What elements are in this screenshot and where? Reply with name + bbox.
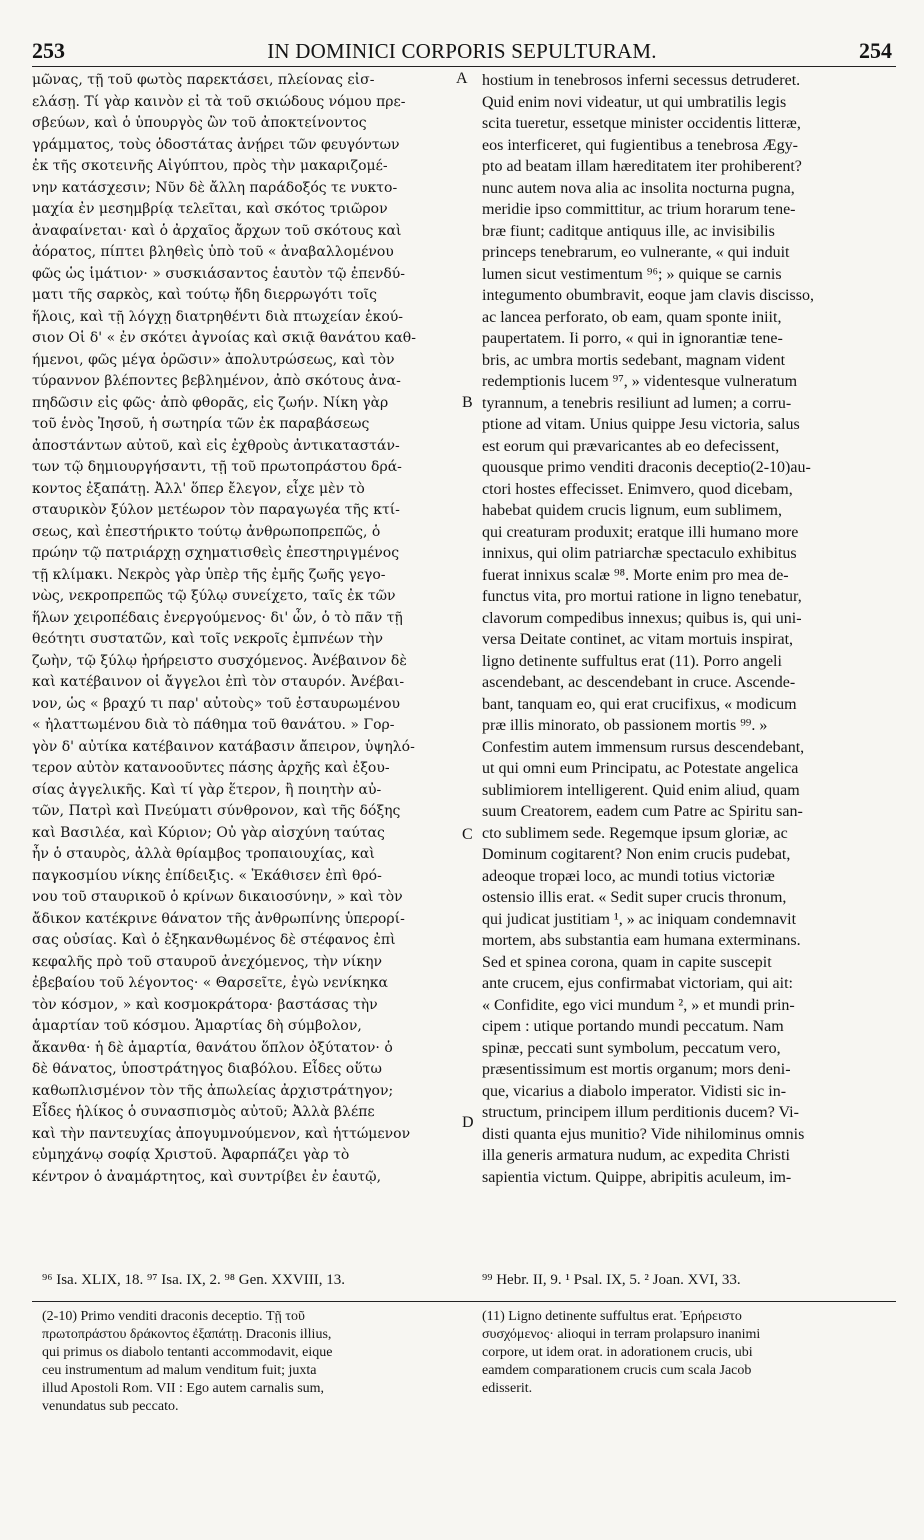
text-line: κοντος ἐξαπάτῃ. Ἀλλ' ὅπερ ἔλεγον, εἶχε μὲν τὸ bbox=[32, 480, 365, 497]
latin-column bbox=[482, 70, 894, 1188]
text-line: versa Deitate continet, ac vitam mortuis inspirat, bbox=[482, 631, 794, 648]
text-line: ἐκ τῆς σκοτεινῆς Αἰγύπτου, πρὸς τὴν μακαριζομέ- bbox=[32, 158, 388, 174]
text-line: σταυρικὸν ξύλον μετέωρον τὸν παραγωγέα τῆς κτί- bbox=[32, 502, 400, 518]
text-line: bris, ac umbra mortis sedebant, magnam vident bbox=[482, 351, 786, 369]
text-line: eamdem comparationem crucis cum scala Jacob bbox=[482, 1363, 752, 1378]
text-line: « ἠλαττωμένου διὰ τὸ πάθημα τοῦ θανάτου. » Γορ- bbox=[32, 717, 395, 733]
text-line: ἥλοις, καὶ τῇ λόγχῃ διατρηθέντι διὰ πτωχείαν ἑκού- bbox=[32, 308, 404, 325]
text-line: que, vicarius a diabolo imperator. Vidisti sic in- bbox=[482, 1082, 787, 1100]
text-line: φῶς ὡς ἱμάτιον· » συσκιάσαντος ἑαυτὸν τῷ ἐπενδύ- bbox=[32, 265, 406, 282]
text-line: venundatus sub peccato. bbox=[42, 1399, 179, 1414]
text-line: τύραννον βλέποντες βεβλημένον, ἀπὸ σκότους ἀνα- bbox=[32, 373, 401, 389]
page-number-left: 253 bbox=[32, 38, 65, 63]
text-line: nunc autem nova alia ac insolita nocturna pugna, bbox=[482, 179, 795, 197]
text-line: eos interficeret, qui fugientibus a tenebrosa Ægy- bbox=[482, 136, 798, 154]
text-line: qui primus os diabolo tentanti accommodavit, eique bbox=[42, 1345, 333, 1360]
text-line: clavorum compedibus innexus; quibus is, qui uni- bbox=[482, 609, 802, 627]
text-line: bræ fiunt; caditque antiquus ille, ac invisibilis bbox=[482, 222, 775, 240]
page-number-right: 254 bbox=[859, 38, 892, 63]
section-marker-b: B bbox=[462, 394, 473, 411]
text-line: adeoque tropæi loco, ac mundi totius victoriæ bbox=[482, 867, 775, 885]
text-line: κέντρον ὁ ἀναμάρτητος, καὶ συντρίβει ἐν ἑαυτῷ, bbox=[32, 1168, 382, 1185]
text-line: « Confidite, ego vici mundum ², » et mundi prin- bbox=[482, 996, 795, 1014]
text-line: redemptionis lucem ⁹⁷, » videntesque vulneratum bbox=[482, 373, 798, 390]
text-line: των τῷ δημιουργήσαντι, τῇ τοῦ πρωτοπράστου δρά- bbox=[32, 459, 402, 475]
text-line: τοῦ ἑνὸς Ἰησοῦ, ἡ σωτηρία τῶν ἐκ παραβάσεως bbox=[32, 416, 370, 432]
text-line: ήμενοι, φῶς μέγα ὁρῶσιν» ἀπολυτρώσεως, καὶ τὸν bbox=[32, 351, 395, 368]
text-line: illud Apostoli Rom. VII : Ego autem carnalis sum, bbox=[42, 1381, 325, 1396]
text-line: integumento obumbravit, eoque jam clavis discisso, bbox=[482, 287, 814, 304]
text-line: edisserit. bbox=[482, 1381, 533, 1396]
section-marker-d: D bbox=[462, 1114, 474, 1131]
text-line: μῶνας, τῇ τοῦ φωτὸς παρεκτάσει, πλείονας εἰσ- bbox=[32, 72, 375, 88]
text-line: εὐμηχάνῳ σοφίᾳ Χριστοῦ. Ἀφαρπάζει γὰρ τὸ bbox=[32, 1147, 350, 1163]
text-line: νὼς, νεκροπρεπῶς τῷ ξύλῳ συνείχετο, ταῖς ἐκ τῶν bbox=[32, 588, 396, 604]
text-line: καὶ κατέβαινον οἱ ἄγγελοι ἐπὶ τὸν σταυρόν. Ἀνέβαι- bbox=[32, 674, 405, 690]
header-rule bbox=[32, 66, 896, 67]
text-line: (2-10) Primo venditi draconis deceptio. Τῇ τοῦ bbox=[42, 1309, 305, 1324]
text-line: structum, principem illum perditionis ducem? Vi- bbox=[482, 1104, 799, 1121]
text-line: ante crucem, ejus confirmabat victoriam, qui ait: bbox=[482, 975, 793, 992]
text-line: cipem : utique portando mundi peccatum. Nam bbox=[482, 1018, 784, 1035]
text-line: ζωὴν, τῷ ξύλῳ ἠρήρειστο συσχόμενος. Ἀνέβαινον δὲ bbox=[32, 652, 407, 669]
text-line: princeps tenebrarum, eo vulnerante, « qui induit bbox=[482, 244, 790, 261]
scripture-references-right: ⁹⁹ Hebr. II, 9. ¹ Psal. IX, 5. ² Joan. XVI, 33. bbox=[482, 1272, 741, 1288]
text-line: ελάσῃ. Τί γὰρ καινὸν εἰ τὰ τοῦ σκιώδους νόμου πρε- bbox=[32, 93, 406, 110]
footnote-left bbox=[42, 1308, 462, 1416]
text-line: ctori hostes effecisset. Enimvero, quod dicebam, bbox=[482, 480, 793, 498]
text-line: μαχία ἐν μεσημβρίᾳ τελεῖται, καὶ σκότος τριῶρον bbox=[32, 201, 388, 217]
text-line: ἀποστάντων αὐτοῦ, καὶ εἰς ἐχθροὺς ἀντικαταστάν- bbox=[32, 437, 400, 454]
text-line: ac lancea perforato, ob eam, quam sponte iniit, bbox=[482, 308, 782, 326]
page-header bbox=[32, 38, 892, 64]
text-line: ἥλων χειροπέδαις ἐνεργούμενος· δι' ὧν, ὁ τὸ πᾶν τῇ bbox=[32, 609, 403, 626]
text-line: παγκοσμίου νίκης ἐπίδειξις. « Ἐκάθισεν ἐπὶ θρό- bbox=[32, 867, 382, 884]
text-line: καὶ τὴν παντευχίας ἀπογυμνούμενον, καὶ ἡττώμενον bbox=[32, 1125, 411, 1142]
text-line: habebat quidem crucis lignum, eum sublimem, bbox=[482, 502, 782, 519]
text-line: τερον αὐτὸν κατανοοῦντες πάσης ἀρχῆς καὶ ἐξου- bbox=[32, 760, 390, 776]
text-line: ptione ad vitam. Unius quippe Jesu victoria, salus bbox=[482, 416, 800, 433]
text-line: καθωπλισμένον τὸν τῆς ἀπωλείας ἀρχιστράτηγον; bbox=[32, 1082, 394, 1099]
text-line: ἐβεβαίου τοῦ λέγοντος· « Θαρσεῖτε, ἐγὼ νενίκηκα bbox=[32, 975, 388, 991]
text-line: ut qui omni eum Principatu, ac Potestate angelica bbox=[482, 760, 799, 777]
text-line: ἦν ὁ σταυρὸς, ἀλλὰ θρίαμβος τροπαιουχίας, καὶ bbox=[32, 846, 375, 862]
text-line: ceu instrumentum ad malum venditum fuit; juxta bbox=[42, 1363, 317, 1378]
text-line: mortem, abs substantia eam humana exterminans. bbox=[482, 932, 801, 949]
section-marker-a: A bbox=[456, 70, 468, 87]
text-line: est eorum qui prævaricantes ab eo defecissent, bbox=[482, 437, 780, 455]
greek-column bbox=[32, 70, 458, 1188]
text-line: Confestim autem immensum rursus descendebant, bbox=[482, 738, 805, 756]
text-line: καὶ Βασιλέα, καὶ Κύριον; Οὐ γὰρ αἰσχύνη ταύτας bbox=[32, 824, 385, 841]
text-line: corpore, ut idem orat. in adorationem crucis, ubi bbox=[482, 1345, 753, 1360]
text-line: πρώην τῷ πατριάρχῃ σχηματισθεὶς ἐπεστηριγμένος bbox=[32, 545, 400, 561]
text-line: sapientia victum. Quippe, abripitis aculeum, im- bbox=[482, 1168, 792, 1186]
text-line: disti quanta ejus munitio? Vide nihilominus omnis bbox=[482, 1125, 805, 1143]
text-line: ἄδικον κατέκρινε θάνατον τῆς ἀνθρωπίνης ὑπερορί- bbox=[32, 910, 405, 927]
text-line: σας οὐσίας. Καὶ ὁ ἐξηκανθωμένος δὲ στέφανος ἐπὶ bbox=[32, 932, 396, 948]
text-line: præ illis minorato, ob passionem mortis ⁹⁹. » bbox=[482, 717, 768, 734]
text-line: sublimiorem intelligerent. Quid enim aliud, quam bbox=[482, 781, 800, 799]
text-line: lumen sicut vestimentum ⁹⁶; » quique se carnis bbox=[482, 265, 782, 283]
text-line: meridie ipso committitur, ac trium horarum tene- bbox=[482, 201, 796, 218]
text-line: hostium in tenebrosos inferni secessus detruderet. bbox=[482, 72, 801, 89]
text-line: fuerat innixus scalæ ⁹⁸. Morte enim pro mea de- bbox=[482, 566, 789, 584]
text-line: illa generis armatura nudum, ac expedita Christi bbox=[482, 1147, 790, 1164]
text-line: bant, tanquam eo, qui erat crucifixus, « modicum bbox=[482, 695, 797, 713]
text-line: σεως, καὶ ἐπεστήρικτο τούτῳ ἀνθρωποπρεπῶς, ὁ bbox=[32, 523, 381, 540]
text-line: κεφαλῆς πρὸ τοῦ σταυροῦ ἀνεχόμενος, τὴν νίκην bbox=[32, 953, 383, 970]
text-line: σβεύων, καὶ ὁ ὑπουργὸς ὢν τοῦ ἀποκτείνοντος bbox=[32, 115, 367, 131]
text-line: innixus, qui olim patriarchæ spectaculo exhibitus bbox=[482, 545, 797, 562]
text-line: ligno detinente suffultus erat (11). Porro angeli bbox=[482, 652, 782, 670]
text-line: Quid enim novi videatur, ut qui umbratilis legis bbox=[482, 93, 787, 111]
text-line: pto ad beatam illam hæreditatem iter prohiberent? bbox=[482, 158, 802, 175]
text-line: τὸν κόσμον, » καὶ κοσμοκράτορα· βαστάσας τὴν bbox=[32, 996, 378, 1013]
text-line: paupertatem. Ii porro, « qui in ignorantiæ tene- bbox=[482, 330, 783, 347]
scripture-references-left: ⁹⁶ Isa. XLIX, 18. ⁹⁷ Isa. IX, 2. ⁹⁸ Gen. XXVIII, 13. bbox=[42, 1272, 345, 1288]
text-line: ματι τῆς σαρκὸς, καὶ τούτῳ ἤδη διερρωγότι τοῖς bbox=[32, 287, 377, 303]
text-line: ἄκανθα· ἡ δὲ ἁμαρτία, θανάτου ὅπλον ὀξύτατον· ὁ bbox=[32, 1039, 393, 1056]
text-line: spinæ, peccati sunt symbolum, peccatum vero, bbox=[482, 1039, 781, 1057]
text-line: συσχόμενος· alioqui in terram prolapsuro inanimi bbox=[482, 1327, 761, 1342]
text-line: πρωτοπράστου δράκοντος ἐξαπάτῃ. Draconis illius, bbox=[42, 1327, 332, 1342]
text-line: Εἶδες ἡλίκος ὁ συνασπισμὸς αὐτοῦ; Ἀλλὰ βλέπε bbox=[32, 1104, 375, 1120]
text-line: ἀόρατος, πίπτει βληθεὶς ὑπὸ τοῦ « ἀναβαλλομένου bbox=[32, 244, 394, 260]
text-line: qui creaturam produxit; eratque illi humano more bbox=[482, 523, 799, 541]
text-line: suum Creatorem, eadem cum Patre ac Spiritu san- bbox=[482, 803, 803, 820]
text-line: γὸν δ' αὐτίκα κατέβαινον κατάβασιν ἄπειρον, ὑψηλό- bbox=[32, 738, 415, 755]
running-title: IN DOMINICI CORPORIS SEPULTURAM. bbox=[267, 39, 657, 63]
text-line: ascendebant, ac descendebant in cruce. Ascende- bbox=[482, 674, 796, 691]
text-line: τῶν, Πατρὶ καὶ Πνεύματι σύνθρονον, καὶ τῆς δόξης bbox=[32, 803, 401, 819]
text-line: tyrannum, a tenebris resiliunt ad lumen; a corru- bbox=[482, 394, 792, 412]
text-line: θεότητι συστατῶν, καὶ τοῖς νεκροῖς ἐμπνέων τὴν bbox=[32, 631, 383, 647]
text-line: νον, ὡς « βραχύ τι παρ' αὐτοὺς» τοῦ ἐσταυρωμένου bbox=[32, 695, 401, 712]
text-line: πηδῶσιν εἰς φῶς· ἀπὸ φθορᾶς, εἰς ζωήν. Νίκη γὰρ bbox=[32, 394, 389, 411]
text-line: ἁμαρτίαν τοῦ κόσμου. Ἁμαρτίας δὴ σύμβολον, bbox=[32, 1018, 362, 1034]
text-line: δὲ θάνατος, ὑποστράτηγος διαβόλου. Εἶδες οὕτω bbox=[32, 1061, 382, 1077]
text-line: τῇ κλίμακι. Νεκρὸς γὰρ ὑπὲρ τῆς ἐμῆς ζωῆς γεγο- bbox=[32, 566, 386, 583]
text-line: σίας ἀγγελικῆς. Καὶ τί γὰρ ἕτερον, ἢ ποιητὴν αὐ- bbox=[32, 781, 382, 798]
text-line: σιον Οἱ δ' « ἐν σκότει ἀγνοίας καὶ σκιᾷ θανάτου καθ- bbox=[32, 330, 416, 346]
footnote-right bbox=[482, 1308, 892, 1398]
text-line: γράμματος, τοὺς ὁδοστάτας ἀνῄρει τῶν φευγόντων bbox=[32, 136, 400, 153]
text-line: ostensio illis erat. « Sedit super crucis thronum, bbox=[482, 889, 787, 906]
footnote-divider bbox=[32, 1301, 896, 1302]
text-line: scita tueretur, essetque minister occidentis litteræ, bbox=[482, 115, 801, 132]
text-line: (11) Ligno detinente suffultus erat. Ἐρήρειστο bbox=[482, 1309, 742, 1324]
text-line: qui judicat justitiam ¹, » ac iniquam condemnavit bbox=[482, 910, 797, 928]
text-line: functus vita, pro mortui ratione in ligno tenebatur, bbox=[482, 588, 802, 605]
text-line: cto sublimem sede. Regemque ipsum gloriæ, ac bbox=[482, 824, 788, 842]
text-line: νου τοῦ σταυρικοῦ ὁ κρίνων δικαιοσύνην, » καὶ τὸν bbox=[32, 889, 403, 905]
text-line: ἀναφαίνεται· καὶ ὁ ἀρχαῖος ἄρχων τοῦ σκότους καὶ bbox=[32, 222, 402, 239]
text-line: quousque primo venditi draconis deceptio(2-10)au- bbox=[482, 459, 811, 476]
text-line: Sed et spinea corona, quam in capite suscepit bbox=[482, 953, 772, 971]
text-line: νην κατάσχεσιν; Νῦν δὲ ἄλλη παράδοξός τε νυκτο- bbox=[32, 179, 398, 196]
text-line: Dominum cogitarent? Non enim crucis pudebat, bbox=[482, 846, 791, 863]
section-marker-c: C bbox=[462, 826, 473, 843]
text-line: præsentissimum est mortis organum; mors deni- bbox=[482, 1061, 791, 1078]
